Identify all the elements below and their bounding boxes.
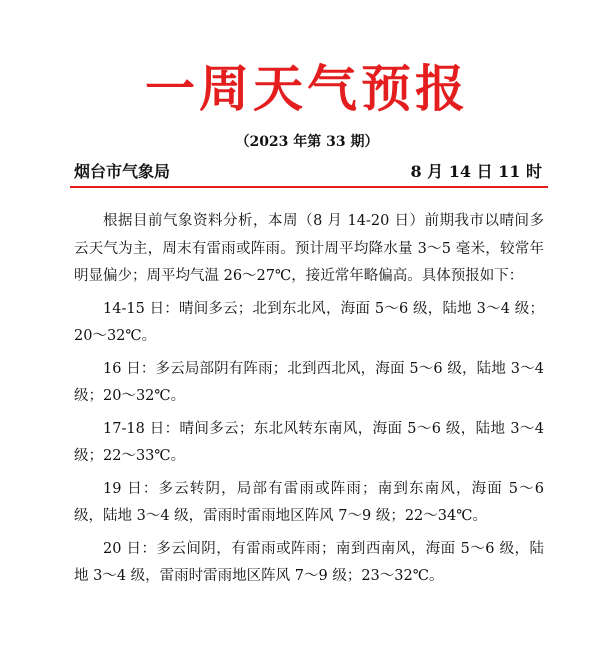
issuing-organization: 烟台市气象局 — [74, 162, 171, 181]
issue-number: （2023 年第 33 期） — [235, 134, 379, 150]
forecast-body — [74, 208, 544, 596]
forecast-day-19: 19 日：多云转阴，局部有雷雨或阵雨；南到东南风，海面 5～6 级，陆地 3～4 级，雷雨时雷雨地区阵风 7～9 级；22～34℃。 — [74, 480, 544, 524]
forecast-day-16: 16 日：多云局部阴有阵雨；北到西北风，海面 5～6 级，陆地 3～4 级；20～32℃。 — [74, 360, 544, 404]
document-header — [74, 160, 542, 184]
document-title: 一周天气预报 — [145, 60, 469, 118]
header-divider — [70, 186, 548, 188]
issue-date: 8 月 14 日 11 时 — [410, 162, 542, 181]
forecast-summary: 根据目前气象资料分析，本周（8 月 14-20 日）前期我市以晴间多云天气为主，周末有雷雨或阵雨。预计周平均降水量 3～5 毫米，较常年明显偏少；周平均气温 26～27℃，接近常年略偏高。具体预报如下： — [74, 213, 544, 284]
forecast-day-17-18: 17-18 日：晴间多云；东北风转东南风，海面 5～6 级，陆地 3～4 级；22～33℃。 — [74, 420, 544, 464]
forecast-day-14-15: 14-15 日：晴间多云；北到东北风，海面 5～6 级，陆地 3～4 级；20～32℃。 — [74, 300, 544, 344]
forecast-day-20: 20 日：多云间阴，有雷雨或阵雨；南到西南风，海面 5～6 级，陆地 3～4 级，雷雨时雷雨地区阵风 7～9 级；23～32℃。 — [74, 540, 544, 584]
